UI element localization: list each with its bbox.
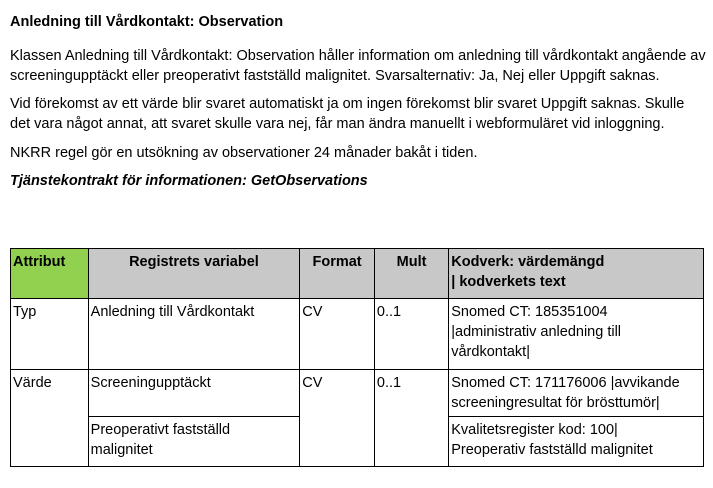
kodverk-line2: Preoperativ fastställd malignitet [451, 442, 653, 458]
header-format: Format [300, 249, 375, 299]
cell-attribut: Värde [11, 370, 89, 467]
kodverk-line1: Snomed CT: 185351004 [451, 304, 608, 320]
paragraph-rule: Vid förekomst av ett värde blir svaret automatiskt ja om ingen förekomst blir svaret Uppgift saknas. Skulle det vara något annat, att svaret skulle vara nej, får man ändra manuellt i webformuläret vid inloggning. [10, 96, 685, 132]
cell-kodverk [449, 417, 704, 467]
header-kodverk-line1: Kodverk: värdemängd [451, 254, 605, 270]
cell-mult: 0..1 [374, 299, 448, 370]
header-variabel: Registrets variabel [88, 249, 300, 299]
service-contract-heading: Tjänstekontrakt för informationen: GetObservations [10, 173, 368, 189]
header-mult: Mult [374, 249, 448, 299]
kodverk-line2: screeningresultat för brösttumör| [451, 395, 660, 411]
cell-kodverk [449, 299, 704, 370]
cell-attribut: Typ [11, 299, 89, 370]
kodverk-line1: Kvalitetsregister kod: 100| [451, 422, 618, 438]
header-attribut: Attribut [11, 249, 89, 299]
table-row-varde [11, 370, 704, 417]
cell-variabel: Screeningupptäckt [88, 370, 300, 417]
paragraph-nkrr: NKRR regel gör en utsökning av observationer 24 månader bakåt i tiden. [10, 145, 478, 161]
cell-variabel [88, 417, 300, 467]
header-kodverk [449, 249, 704, 299]
paragraph-description: Klassen Anledning till Vårdkontakt: Observation håller information om anledning till vårdkontakt angående av screeningupptäckt eller preoperativt fastställd malignitet. Svarsalternativ: Ja, Nej eller Uppgift saknas. [10, 48, 706, 84]
section-title: Anledning till Vårdkontakt: Observation [10, 14, 284, 30]
variabel-line2: malignitet [90, 442, 153, 458]
table-header-row [11, 249, 704, 299]
table-row-typ [11, 299, 704, 370]
header-kodverk-line2: | kodverkets text [451, 274, 566, 290]
cell-kodverk [449, 370, 704, 417]
kodverk-line1: Snomed CT: 171176006 |avvikande [451, 375, 680, 391]
kodverk-line2: |administrativ anledning till [451, 324, 622, 340]
cell-mult: 0..1 [374, 370, 448, 467]
cell-variabel: Anledning till Vårdkontakt [88, 299, 300, 370]
variabel-line1: Preoperativt fastställd [90, 422, 231, 438]
attribute-table [10, 248, 704, 467]
kodverk-line3: vårdkontakt| [451, 344, 530, 360]
document-page [10, 10, 706, 458]
cell-format: CV [300, 370, 375, 467]
cell-format: CV [300, 299, 375, 370]
